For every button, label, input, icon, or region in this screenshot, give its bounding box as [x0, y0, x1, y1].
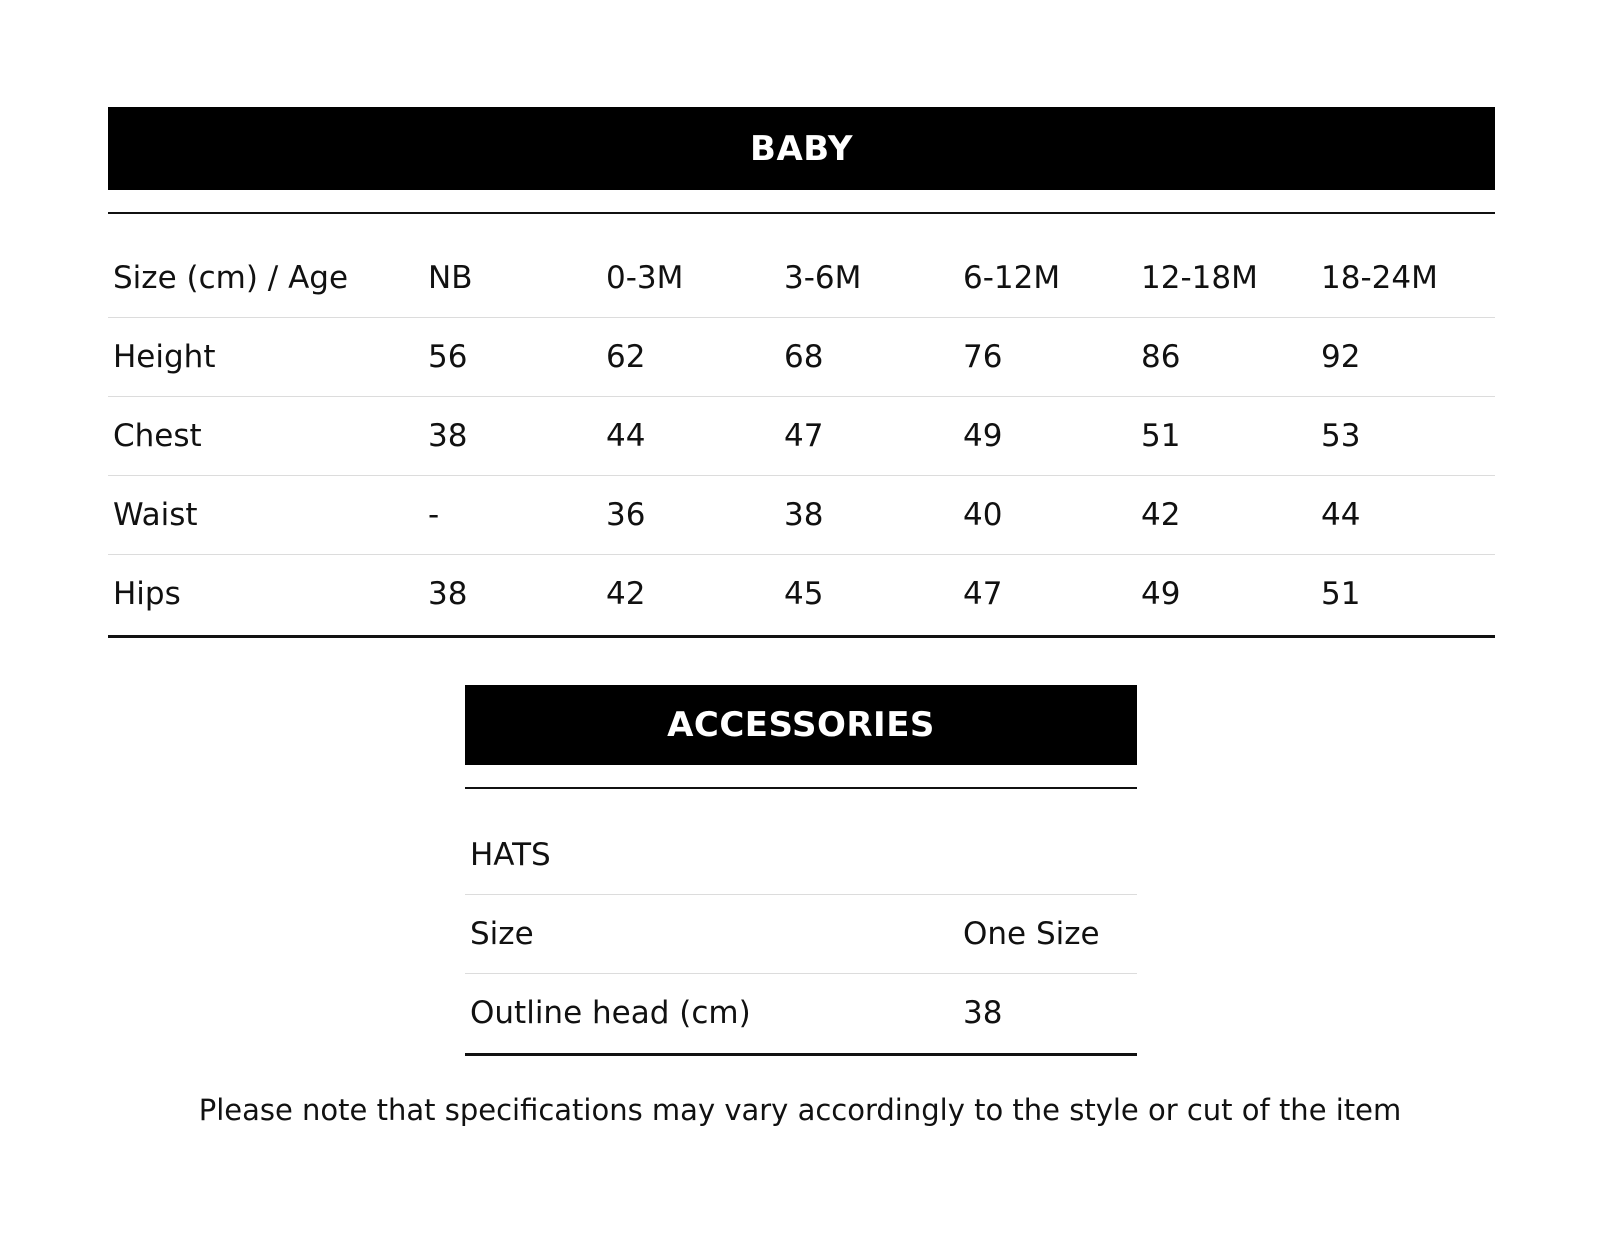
table-row-height	[108, 318, 1495, 397]
row-label: Hips	[113, 576, 181, 612]
cell-value: 76	[963, 339, 1003, 375]
cell-value: 44	[1321, 497, 1361, 533]
header-12-18m: 12-18M	[1141, 260, 1258, 296]
cell-value: One Size	[963, 916, 1100, 952]
baby-section-title: BABY	[108, 107, 1495, 190]
table-row-chest	[108, 397, 1495, 476]
cell-value: 86	[1141, 339, 1181, 375]
accessories-section-title: ACCESSORIES	[465, 685, 1137, 765]
specification-note: Please note that specifications may vary accordingly to the style or cut of the item	[198, 1093, 1402, 1127]
table-row-waist	[108, 476, 1495, 555]
cell-value: 47	[963, 576, 1003, 612]
cell-value: 44	[606, 418, 646, 454]
cell-value: 38	[428, 576, 468, 612]
cell-value: -	[428, 497, 440, 533]
cell-value: 68	[784, 339, 824, 375]
cell-value: 38	[428, 418, 468, 454]
cell-value: 49	[963, 418, 1003, 454]
row-label: Chest	[113, 418, 202, 454]
row-label: Height	[113, 339, 216, 375]
accessories-top-rule	[465, 787, 1137, 789]
cell-value: 38	[784, 497, 824, 533]
cell-value: 92	[1321, 339, 1361, 375]
header-label: Size (cm) / Age	[113, 260, 349, 296]
baby-bottom-rule	[108, 635, 1495, 638]
section-label: HATS	[470, 837, 551, 873]
accessories-table	[465, 816, 1137, 1053]
baby-top-rule	[108, 212, 1495, 214]
header-0-3m: 0-3M	[606, 260, 684, 296]
table-row-size	[465, 895, 1137, 974]
cell-value: 42	[606, 576, 646, 612]
row-label: Size	[470, 916, 534, 952]
header-6-12m: 6-12M	[963, 260, 1061, 296]
cell-value: 51	[1141, 418, 1181, 454]
cell-value: 56	[428, 339, 468, 375]
cell-value: 45	[784, 576, 824, 612]
table-header-row	[108, 239, 1495, 318]
cell-value: 40	[963, 497, 1003, 533]
table-row-hips	[108, 555, 1495, 634]
header-18-24m: 18-24M	[1321, 260, 1438, 296]
cell-value: 47	[784, 418, 824, 454]
baby-size-table	[108, 239, 1495, 634]
row-label: Outline head (cm)	[470, 995, 751, 1031]
table-row-hats	[465, 816, 1137, 895]
header-nb: NB	[428, 260, 473, 296]
row-label: Waist	[113, 497, 198, 533]
cell-value: 42	[1141, 497, 1181, 533]
table-row-outline-head	[465, 974, 1137, 1053]
cell-value: 49	[1141, 576, 1181, 612]
accessories-bottom-rule	[465, 1053, 1137, 1056]
header-3-6m: 3-6M	[784, 260, 862, 296]
cell-value: 53	[1321, 418, 1361, 454]
cell-value: 38	[963, 995, 1003, 1031]
cell-value: 51	[1321, 576, 1361, 612]
cell-value: 62	[606, 339, 646, 375]
cell-value: 36	[606, 497, 646, 533]
